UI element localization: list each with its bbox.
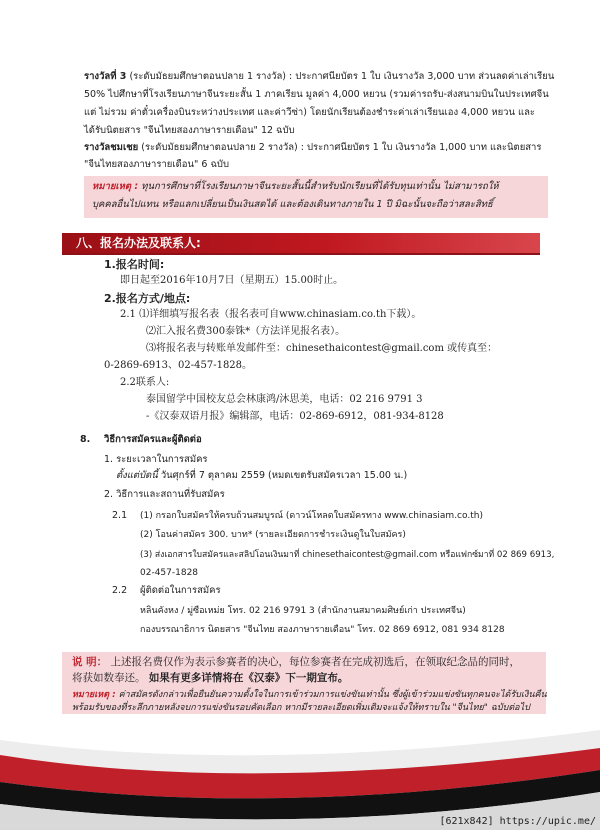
th-section-title: วิธีการสมัครและผู้ติดต่อ — [104, 434, 202, 445]
prize-line-1 — [84, 71, 554, 83]
th-method-21-b: (2) โอนค่าสมัคร 300. บาท* (รายละเอียดการชำระเงินดูในใบสมัคร) — [140, 530, 406, 540]
scholarship-note-text-1: ทุนการศึกษาที่โรงเรียนภาษาจีนระยะสั้นนี้สำหรับนักเรียนที่ได้รับทุนเท่านั้น ไม่สามารถให้ — [141, 181, 499, 192]
honorable-mention-text: (ระดับมัธยมศึกษาตอนปลาย 2 รางวัล) : ประกาศนียบัตร 1 ใบ เงินรางวัล 1,000 บาท และนิตยสาร — [141, 142, 542, 153]
th-contact-title: ผู้ติดต่อในการสมัคร — [140, 585, 221, 596]
scholarship-note-label: หมายเหตุ : — [92, 181, 139, 192]
fee-note-zh-line-1 — [72, 656, 520, 669]
honorable-mention-label: รางวัลชมเชย — [84, 142, 139, 153]
section-bar-underline — [62, 253, 540, 255]
fee-note-th-label: หมายเหตุ : — [72, 690, 116, 700]
prize-line-6: "จีนไทยสองภาษารายเดือน" 6 ฉบับ — [84, 159, 229, 170]
prize-line-4: ได้รับนิตยสาร "จีนไทยสองภาษารายเดือน" 12 ฉบับ — [84, 125, 295, 136]
fee-note-th-text-1: ค่าสมัครดังกล่าวเพื่อยืนยันความตั้งใจในการเข้าร่วมการแข่งขันเท่านั้น ซึ่งผู้เข้าร่วมแข่งขันทุกคนจะได้รับเงินคืน — [118, 690, 547, 700]
prize-3-text: (ระดับมัธยมศึกษาตอนปลาย 1 รางวัล) : ประกาศนียบัตร 1 ใบ เงินรางวัล 3,000 บาท ส่วนลดค่าเล่าเรียน — [129, 71, 555, 82]
th-method-title: 2. วิธีการและสถานที่รับสมัคร — [104, 489, 225, 500]
zh-method-3: ⑶将报名表与转账单发邮件至：chinesethaicontest@gmail.com 或传真至： — [146, 343, 498, 354]
decorative-swoosh — [0, 700, 600, 830]
th-method-21-a: (1) กรอกใบสมัครให้ครบถ้วนสมบูรณ์ (ดาวน์โหลดใบสมัครทาง www.chinasiam.co.th) — [140, 511, 483, 521]
th-method-21-c: (3) ส่งเอกสารใบสมัครและสลิปโอนเงินมาที่ chinesethaicontest@gmail.com หรือแฟกซ์มาที่ 02 869 6913, — [140, 550, 555, 560]
watermark-text: [621x842] https://upic.me/ — [439, 816, 596, 827]
prize-3-label: รางวัลที่ 3 — [84, 71, 127, 82]
zh-contact-2: -《汉泰双语月报》编辑部，电话：02-869-6912，081-934-8128 — [146, 411, 444, 422]
fee-note-zh-text-1: 上述报名费仅作为表示参赛者的决心，每位参赛者在完成初选后，在领取纪念品的同时， — [110, 656, 520, 668]
th-period-title: 1. ระยะเวลาในการสมัคร — [104, 454, 208, 465]
section-8-header-bar — [62, 233, 540, 253]
th-method-21-d: 02-457-1828 — [140, 568, 199, 578]
scholarship-note-line-2: บุคคลอื่นไปแทน หรือแลกเปลี่ยนเป็นเงินสดได้ และต้องเดินทางภายใน 1 ปี มิฉะนั้นจะถือว่าสละสิทธิ์ — [92, 199, 493, 210]
th-contact-number: 2.2 — [112, 585, 128, 596]
th-period-line — [116, 470, 407, 482]
zh-contact-1: 泰国留学中国校友总会林康鸿/沐思美，电话：02 216 9791 3 — [146, 394, 423, 405]
fee-note-zh-text-2a: 将获如数奉还。 — [72, 672, 146, 684]
zh-method-title: 2.报名方式/地点: — [104, 292, 191, 305]
zh-method-1: 2.1 ⑴详细填写报名表（报名表可自www.chinasiam.co.th下载）。 — [120, 309, 422, 320]
scholarship-note-line-1 — [92, 181, 499, 193]
zh-method-2: ⑵汇入报名费300泰铢*（方法详见报名表）。 — [146, 326, 346, 337]
fee-note-zh-line-2 — [72, 672, 348, 685]
zh-contact-title: 2.2联系人: — [120, 377, 170, 388]
th-period-label: ตั้งแต่บัดนี้ — [116, 470, 158, 481]
zh-method-4: 0-2869-6913、02-457-1828。 — [104, 360, 253, 371]
section-8-title: 八、报名办法及联系人: — [76, 236, 201, 250]
zh-time-title: 1.报名时间: — [104, 258, 165, 271]
prize-line-2: 50% ไปศึกษาที่โรงเรียนภาษาจีนระยะสั้น 1 ภาคเรียน มูลค่า 4,000 หยวน (รวมค่ารถรับ-ส่งสนามบินในประเทศจีน — [84, 89, 549, 100]
th-method-21-number: 2.1 — [112, 510, 128, 521]
fee-note-zh-text-2b: 如果有更多详情将在《汉泰》下一期宣布。 — [148, 672, 349, 684]
th-section-number: 8. — [80, 434, 91, 445]
fee-note-th-line-2: พร้อมรับของที่ระลึกภายหลังจบการแข่งขันรอบคัดเลือก หากมีรายละเอียดเพิ่มเติมจะแจ้งให้ทราบใน "จีนไทย" ฉบับต่อไป — [72, 703, 530, 713]
th-period-text: วันศุกร์ที่ 7 ตุลาคม 2559 (หมดเขตรับสมัครเวลา 15.00 น.) — [160, 470, 408, 481]
prize-line-5 — [84, 142, 542, 154]
th-contact-1: หลินคังหง / มู่ซือเหม่ย โทร. 02 216 9791 3 (สำนักงานสมาคมศิษย์เก่า ประเทศจีน) — [140, 606, 466, 616]
fee-note-zh-label: 说 明： — [72, 656, 108, 668]
zh-time-text: 即日起至2016年10月7日（星期五）15.00时止。 — [120, 275, 344, 286]
th-contact-2: กองบรรณาธิการ นิตยสาร "จีนไทย สองภาษารายเดือน" โทร. 02 869 6912, 081 934 8128 — [140, 625, 505, 635]
prize-line-3: แต่ ไม่รวม ค่าตั๋วเครื่องบินระหว่างประเทศ และค่าวีซ่า) โดยนักเรียนต้องชำระค่าเล่าเรียนเอง 4,000 หยวน และ — [84, 107, 536, 118]
